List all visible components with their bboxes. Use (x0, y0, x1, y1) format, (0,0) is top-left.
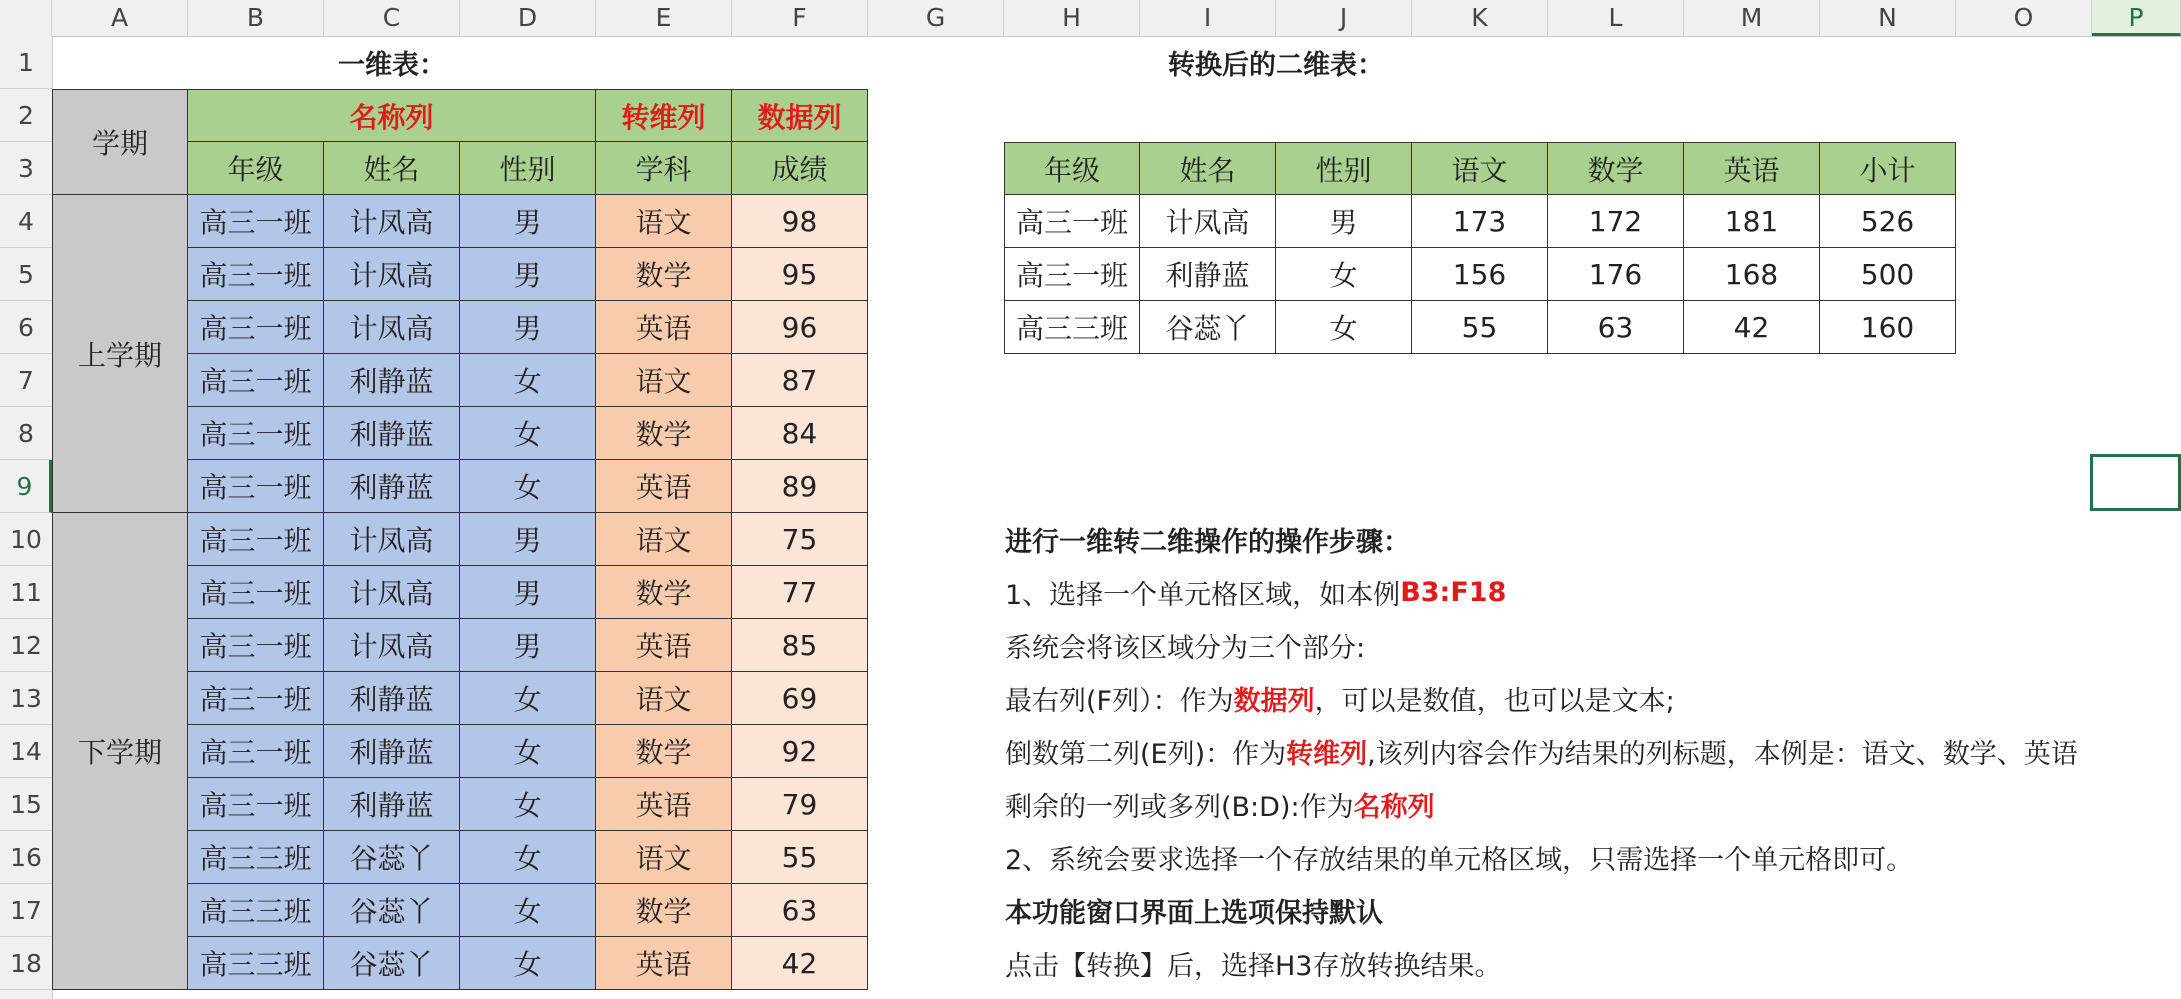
left-cell-gender[interactable]: 女 (460, 831, 596, 884)
column-header-b[interactable]: B (188, 0, 324, 36)
left-cell-subject[interactable]: 数学 (596, 407, 732, 460)
row-header-12[interactable]: 12 (0, 619, 52, 672)
step-line-7: 本功能窗口界面上选项保持默认 (1005, 898, 1383, 929)
right-cell-english[interactable]: 181 (1684, 195, 1820, 248)
column-header-g[interactable]: G (868, 0, 1004, 36)
left-cell-grade[interactable]: 高三一班 (188, 301, 324, 354)
left-cell-subject[interactable]: 英语 (596, 778, 732, 831)
right-cell-subtotal[interactable]: 500 (1820, 248, 1956, 301)
left-cell-grade[interactable]: 高三一班 (188, 460, 324, 513)
row-header-4[interactable]: 4 (0, 195, 52, 248)
column-header-l[interactable]: L (1548, 0, 1684, 36)
column-header-j[interactable]: J (1276, 0, 1412, 36)
right-cell-grade[interactable]: 高三三班 (1004, 301, 1140, 354)
right-cell-gender[interactable]: 女 (1276, 301, 1412, 354)
left-cell-gender[interactable]: 女 (460, 778, 596, 831)
left-cell-gender[interactable]: 女 (460, 354, 596, 407)
left-cell-score[interactable]: 77 (732, 566, 868, 619)
right-header-math[interactable]: 数学 (1548, 142, 1684, 195)
left-cell-score[interactable]: 55 (732, 831, 868, 884)
left-cell-grade[interactable]: 高三一班 (188, 619, 324, 672)
name-group-header[interactable]: 名称列 (188, 89, 596, 142)
left-cell-gender[interactable]: 男 (460, 619, 596, 672)
left-cell-grade[interactable]: 高三三班 (188, 937, 324, 990)
left-cell-name[interactable]: 计凤高 (324, 619, 460, 672)
row-header-8[interactable]: 8 (0, 407, 52, 460)
column-header-n[interactable]: N (1820, 0, 1956, 36)
row-header-7[interactable]: 7 (0, 354, 52, 407)
right-cell-chinese[interactable]: 156 (1412, 248, 1548, 301)
left-cell-gender[interactable]: 男 (460, 566, 596, 619)
right-header-subtotal[interactable]: 小计 (1820, 142, 1956, 195)
column-header-k[interactable]: K (1412, 0, 1548, 36)
left-cell-subject[interactable]: 数学 (596, 725, 732, 778)
step-line-3: 最右列(F列）：作为 数据列 ，可以是数值，也可以是文本; (1005, 686, 1675, 717)
row-header-1[interactable]: 1 (0, 36, 52, 89)
row-header-13[interactable]: 13 (0, 672, 52, 725)
row-header-16[interactable]: 16 (0, 831, 52, 884)
column-header-o[interactable]: O (1956, 0, 2092, 36)
left-cell-subject[interactable]: 语文 (596, 513, 732, 566)
right-table-title: 转换后的二维表： (1168, 50, 1384, 81)
subject-header[interactable]: 学科 (596, 142, 732, 195)
left-cell-grade[interactable]: 高三一班 (188, 407, 324, 460)
left-cell-subject[interactable]: 英语 (596, 301, 732, 354)
step-line-2: 系统会将该区域分为三个部分: (1005, 633, 1366, 664)
column-header-f[interactable]: F (732, 0, 868, 36)
right-cell-gender[interactable]: 女 (1276, 248, 1412, 301)
left-cell-subject[interactable]: 语文 (596, 672, 732, 725)
left-cell-name[interactable]: 计凤高 (324, 195, 460, 248)
right-header-chinese[interactable]: 语文 (1412, 142, 1548, 195)
semester-header[interactable]: 学期 (52, 89, 188, 195)
left-cell-score[interactable]: 85 (732, 619, 868, 672)
left-cell-score[interactable]: 92 (732, 725, 868, 778)
left-cell-name[interactable]: 谷蕊丫 (324, 937, 460, 990)
left-cell-gender[interactable]: 男 (460, 195, 596, 248)
right-cell-english[interactable]: 42 (1684, 301, 1820, 354)
active-cell-selection[interactable] (2090, 454, 2181, 511)
row-header-14[interactable]: 14 (0, 725, 52, 778)
row-header-5[interactable]: 5 (0, 248, 52, 301)
left-cell-gender[interactable]: 男 (460, 301, 596, 354)
left-cell-gender[interactable]: 女 (460, 725, 596, 778)
right-cell-chinese[interactable]: 173 (1412, 195, 1548, 248)
column-header-e[interactable]: E (596, 0, 732, 36)
select-all-corner[interactable] (0, 0, 52, 36)
left-cell-name[interactable]: 计凤高 (324, 248, 460, 301)
gender-header[interactable]: 性别 (460, 142, 596, 195)
row-header-2[interactable]: 2 (0, 89, 52, 142)
right-cell-name[interactable]: 计凤高 (1140, 195, 1276, 248)
left-cell-gender[interactable]: 女 (460, 672, 596, 725)
right-cell-name[interactable]: 谷蕊丫 (1140, 301, 1276, 354)
row-header-9[interactable]: 9 (0, 460, 52, 513)
left-cell-grade[interactable]: 高三三班 (188, 884, 324, 937)
column-header-h[interactable]: H (1004, 0, 1140, 36)
left-cell-gender[interactable]: 女 (460, 937, 596, 990)
left-cell-grade[interactable]: 高三一班 (188, 513, 324, 566)
column-header-i[interactable]: I (1140, 0, 1276, 36)
left-cell-grade[interactable]: 高三一班 (188, 672, 324, 725)
left-cell-name[interactable]: 利静蓝 (324, 407, 460, 460)
step-1: 1、选择一个单元格区域，如本例 B3:F18 (1005, 577, 1507, 611)
score-header[interactable]: 成绩 (732, 142, 868, 195)
left-cell-subject[interactable]: 数学 (596, 566, 732, 619)
left-cell-score[interactable]: 79 (732, 778, 868, 831)
left-cell-name[interactable]: 利静蓝 (324, 725, 460, 778)
left-cell-subject[interactable]: 英语 (596, 460, 732, 513)
left-cell-name[interactable]: 谷蕊丫 (324, 884, 460, 937)
left-cell-score[interactable]: 89 (732, 460, 868, 513)
right-cell-subtotal[interactable]: 160 (1820, 301, 1956, 354)
left-cell-name[interactable]: 利静蓝 (324, 460, 460, 513)
right-cell-grade[interactable]: 高三一班 (1004, 248, 1140, 301)
column-header-bar (0, 0, 2181, 37)
left-cell-subject[interactable]: 数学 (596, 248, 732, 301)
right-cell-math[interactable]: 176 (1548, 248, 1684, 301)
step-line-5: 剩余的一列或多列(B:D):作为 名称列 (1005, 792, 1435, 823)
right-cell-math[interactable]: 63 (1548, 301, 1684, 354)
semester-cell-1[interactable]: 上学期 (52, 195, 188, 513)
left-cell-name[interactable]: 计凤高 (324, 513, 460, 566)
step-line-4: 倒数第二列(E列)：作为 转维列 ,该列内容会作为结果的列标题，本例是：语文、数学、英语 (1005, 739, 2078, 770)
step-2: 2、系统会要求选择一个存放结果的单元格区域，只需选择一个单元格即可。 (1005, 845, 1914, 876)
pivot-group-header[interactable]: 转维列 (596, 89, 732, 142)
left-cell-name[interactable]: 利静蓝 (324, 354, 460, 407)
step-line-8: 点击【转换】后，选择H3存放转换结果。 (1005, 951, 1502, 982)
left-cell-subject[interactable]: 数学 (596, 884, 732, 937)
row-header-15[interactable]: 15 (0, 778, 52, 831)
column-header-d[interactable]: D (460, 0, 596, 36)
steps-heading: 进行一维转二维操作的操作步骤： (1005, 527, 1410, 558)
left-cell-subject[interactable]: 英语 (596, 937, 732, 990)
left-cell-score[interactable]: 69 (732, 672, 868, 725)
column-header-c[interactable]: C (324, 0, 460, 36)
right-cell-chinese[interactable]: 55 (1412, 301, 1548, 354)
right-header-name[interactable]: 姓名 (1140, 142, 1276, 195)
left-cell-grade[interactable]: 高三一班 (188, 725, 324, 778)
left-cell-grade[interactable]: 高三一班 (188, 566, 324, 619)
right-cell-math[interactable]: 172 (1548, 195, 1684, 248)
left-cell-score[interactable]: 63 (732, 884, 868, 937)
left-cell-name[interactable]: 计凤高 (324, 301, 460, 354)
left-cell-gender[interactable]: 女 (460, 407, 596, 460)
right-header-english[interactable]: 英语 (1684, 142, 1820, 195)
left-cell-subject[interactable]: 语文 (596, 354, 732, 407)
left-cell-gender[interactable]: 女 (460, 460, 596, 513)
right-cell-gender[interactable]: 男 (1276, 195, 1412, 248)
row-header-3[interactable]: 3 (0, 142, 52, 195)
right-header-grade[interactable]: 年级 (1004, 142, 1140, 195)
left-cell-grade[interactable]: 高三一班 (188, 778, 324, 831)
left-table-title: 一维表： (338, 50, 446, 81)
row-header-17[interactable]: 17 (0, 884, 52, 937)
left-cell-score[interactable]: 95 (732, 248, 868, 301)
left-cell-gender[interactable]: 男 (460, 248, 596, 301)
left-cell-score[interactable]: 87 (732, 354, 868, 407)
left-cell-name[interactable]: 利静蓝 (324, 672, 460, 725)
semester-cell-2[interactable]: 下学期 (52, 513, 188, 990)
left-cell-name[interactable]: 谷蕊丫 (324, 831, 460, 884)
right-cell-english[interactable]: 168 (1684, 248, 1820, 301)
column-header-a[interactable]: A (52, 0, 188, 36)
left-cell-subject[interactable]: 语文 (596, 195, 732, 248)
left-cell-grade[interactable]: 高三一班 (188, 354, 324, 407)
column-header-m[interactable]: M (1684, 0, 1820, 36)
left-cell-gender[interactable]: 女 (460, 884, 596, 937)
column-header-p[interactable]: P (2092, 0, 2181, 36)
left-cell-score[interactable]: 84 (732, 407, 868, 460)
left-cell-name[interactable]: 计凤高 (324, 566, 460, 619)
name-header[interactable]: 姓名 (324, 142, 460, 195)
left-cell-score[interactable]: 98 (732, 195, 868, 248)
left-cell-grade[interactable]: 高三三班 (188, 831, 324, 884)
right-header-gender[interactable]: 性别 (1276, 142, 1412, 195)
left-cell-grade[interactable]: 高三一班 (188, 195, 324, 248)
right-cell-subtotal[interactable]: 526 (1820, 195, 1956, 248)
left-cell-grade[interactable]: 高三一班 (188, 248, 324, 301)
left-cell-score[interactable]: 75 (732, 513, 868, 566)
row-header-6[interactable]: 6 (0, 301, 52, 354)
left-cell-score[interactable]: 42 (732, 937, 868, 990)
row-header-11[interactable]: 11 (0, 566, 52, 619)
left-cell-subject[interactable]: 语文 (596, 831, 732, 884)
row-header-10[interactable]: 10 (0, 513, 52, 566)
left-cell-subject[interactable]: 英语 (596, 619, 732, 672)
right-cell-grade[interactable]: 高三一班 (1004, 195, 1140, 248)
right-cell-name[interactable]: 利静蓝 (1140, 248, 1276, 301)
left-cell-name[interactable]: 利静蓝 (324, 778, 460, 831)
left-cell-gender[interactable]: 男 (460, 513, 596, 566)
data-group-header[interactable]: 数据列 (732, 89, 868, 142)
row-header-18[interactable]: 18 (0, 937, 52, 990)
grade-header[interactable]: 年级 (188, 142, 324, 195)
row-header-bar (0, 36, 53, 999)
left-cell-score[interactable]: 96 (732, 301, 868, 354)
